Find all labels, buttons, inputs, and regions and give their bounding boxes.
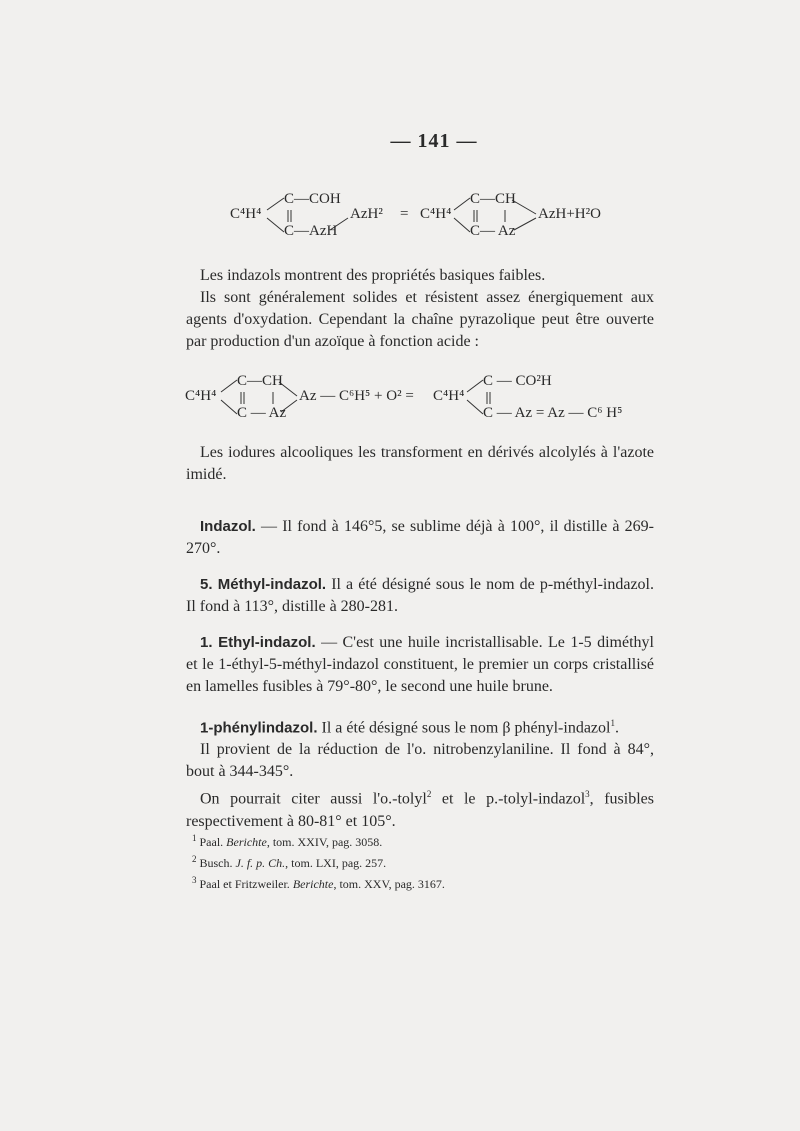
footnote-number: 3 — [192, 875, 197, 885]
footnote-item — [192, 872, 612, 893]
entry-ethyl-indazol — [186, 632, 654, 698]
entry-phenyl-text: Il a été désigné sous le nom β phényl-indazol — [317, 719, 611, 737]
formula2-right-group: C⁴H⁴ — [433, 388, 465, 404]
entry-methyl-indazol — [186, 574, 654, 618]
entry-indazol-text: — Il fond à 146°5, se sublime déjà à 100°, il distille à 269-270°. — [186, 518, 654, 557]
footnote-citation: , tom. LXI, pag. 257. — [285, 856, 387, 870]
formula1-top-right: C—CH — [470, 191, 516, 207]
formula1-left-group: C⁴H⁴ — [230, 206, 262, 222]
formula2-left-group: C⁴H⁴ — [185, 388, 217, 404]
footnotes — [192, 830, 612, 893]
footnote-ref-1: 1 — [610, 718, 615, 728]
footnote-item — [192, 830, 612, 851]
footnote-author: Paal. — [196, 835, 227, 849]
entry-ethyl-title: 1. Ethyl-indazol. — [200, 634, 316, 651]
tolyl-text-a: On pourrait citer aussi l'o.-tolyl — [200, 790, 427, 808]
footnote-number: 1 — [192, 833, 197, 843]
formula2-top-left: C—CH — [237, 373, 283, 389]
formula1-equals: = — [400, 206, 409, 222]
entry-ethyl-text: — C'est une huile incristallisable. Le 1-5 diméthyl et le 1-éthyl-5-méthyl-indazol constituent, le premier un corps cristallisé en lamelles fusibles à 79°-80°, le second une huile brune. — [186, 634, 654, 695]
formula2-top-right: C — CO²H — [483, 373, 552, 389]
page-number: — 141 — — [390, 130, 478, 152]
iodide-text — [186, 442, 654, 486]
footnote-journal: J. f. p. Ch. — [235, 856, 286, 870]
entry-phenylindazol — [186, 712, 654, 739]
formula1-mid-left: AzH² — [350, 206, 383, 222]
footnote-journal: Berichte — [226, 835, 267, 849]
formula1-bottom-left: C—AzH — [284, 223, 338, 239]
footnote-ref-2: 2 — [426, 789, 432, 800]
compounds-section — [186, 516, 654, 833]
footnote-author: Paal et Fritzweiler. — [196, 877, 293, 891]
footnote-citation: , tom. XXIV, pag. 3058. — [266, 835, 383, 849]
formula1-bottom-right: C— Az — [470, 223, 516, 239]
tolyl-text-c: , fusibles respectivement à 80-81° et 105°. — [186, 790, 654, 830]
footnote-journal: Berichte — [292, 877, 334, 891]
tolyl-text-b: et le p.-tolyl-indazol — [431, 790, 586, 808]
entry-phenyl-title: 1-phénylindazol. — [200, 719, 318, 737]
entry-methyl-text: Il a été désigné sous le nom de p-méthyl-indazol. Il fond à 113°, distille à 280-281. — [186, 576, 655, 615]
entry-methyl-title: 5. Méthyl-indazol. — [200, 576, 327, 593]
formula-indazol-equilibrium — [230, 190, 630, 250]
entry-phenyl-end: . — [614, 719, 619, 737]
footnote-number: 2 — [192, 854, 197, 864]
formula2-bottom-right: C — Az = Az — C⁶ H⁵ — [483, 405, 623, 421]
formula1-right-group: C⁴H⁴ — [420, 206, 452, 222]
footnote-item — [192, 851, 612, 872]
footnote-ref-3: 3 — [585, 789, 590, 800]
paragraph-provenance: Il provient de la réduction de l'o. nitrobenzylaniline. Il fond à 84°, bout à 344-345°. — [186, 741, 654, 781]
paragraph-basic-properties: Les indazols montrent des propriétés basiques faibles. — [200, 267, 546, 284]
formula-azoic-acid — [185, 372, 655, 432]
footnote-author: Busch. — [196, 856, 236, 870]
entry-indazol-title: Indazol. — [200, 518, 256, 535]
formula2-mid-left: Az — C⁶H⁵ + O² = — [299, 388, 414, 404]
paragraph-iodides: Les iodures alcooliques les transforment en dérivés alcolylés à l'azote imidé. — [186, 444, 654, 483]
intro-text — [186, 265, 654, 353]
entry-indazol — [186, 516, 654, 560]
formula2-bottom-left: C — Az — [237, 405, 287, 421]
formula1-mid-right: AzH+H²O — [538, 206, 601, 222]
paragraph-tolyl — [186, 783, 654, 832]
formula1-top-left: C—COH — [284, 191, 341, 207]
footnote-citation: , tom. XXV, pag. 3167. — [333, 877, 445, 891]
paragraph-oxidation: Ils sont généralement solides et résistent assez énergiquement aux agents d'oxydation. Cependant la chaîne pyrazolique peut être ouverte par production d'un azoïque à fonction acide : — [186, 289, 654, 350]
